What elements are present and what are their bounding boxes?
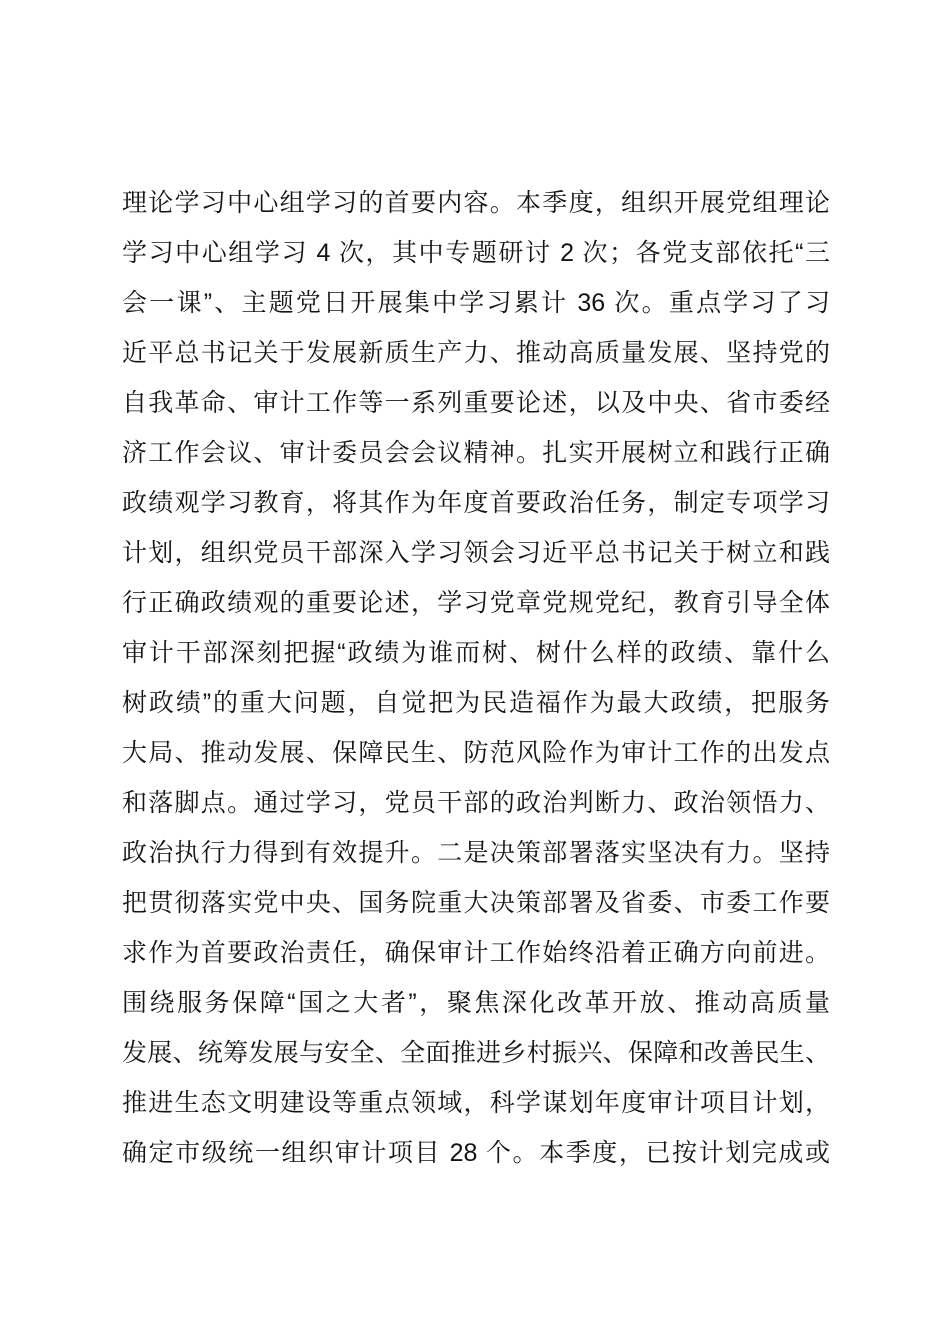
text-line: 政绩观学习教育，将其作为年度首要政治任务，制定专项学习 xyxy=(122,489,830,517)
text-line: 发展、统筹发展与安全、全面推进乡村振兴、保障和改善民生、 xyxy=(122,1039,830,1067)
text-line: 济工作会议、审计委员会会议精神。扎实开展树立和践行正确 xyxy=(122,439,830,467)
text-line: 会一课”、主题党日开展集中学习累计 36 次。重点学习了习 xyxy=(122,289,830,317)
text-line: 和落脚点。通过学习，党员干部的政治判断力、政治领悟力、 xyxy=(122,789,830,817)
text-line: 审计干部深刻把握“政绩为谁而树、树什么样的政绩、靠什么 xyxy=(122,639,830,667)
text-line: 学习中心组学习 4 次，其中专题研讨 2 次；各党支部依托“三 xyxy=(122,239,830,267)
text-line: 大局、推动发展、保障民生、防范风险作为审计工作的出发点 xyxy=(122,739,830,767)
text-block xyxy=(122,178,830,1178)
text-line: 树政绩”的重大问题，自觉把为民造福作为最大政绩，把服务 xyxy=(122,689,830,717)
text-line: 行正确政绩观的重要论述，学习党章党规党纪，教育引导全体 xyxy=(122,589,830,617)
text-line: 近平总书记关于发展新质生产力、推动高质量发展、坚持党的 xyxy=(122,339,830,367)
text-line: 求作为首要政治责任，确保审计工作始终沿着正确方向前进。 xyxy=(122,939,830,967)
text-line: 推进生态文明建设等重点领域，科学谋划年度审计项目计划， xyxy=(122,1089,830,1117)
text-line: 围绕服务保障“国之大者”，聚焦深化改革开放、推动高质量 xyxy=(122,989,830,1017)
text-line: 政治执行力得到有效提升。二是决策部署落实坚决有力。坚持 xyxy=(122,839,830,867)
text-line: 理论学习中心组学习的首要内容。本季度，组织开展党组理论 xyxy=(122,189,830,217)
text-line: 确定市级统一组织审计项目 28 个。本季度，已按计划完成或 xyxy=(122,1139,830,1167)
text-line: 把贯彻落实党中央、国务院重大决策部署及省委、市委工作要 xyxy=(122,889,830,917)
text-line: 自我革命、审计工作等一系列重要论述，以及中央、省市委经 xyxy=(122,389,830,417)
text-line: 计划，组织党员干部深入学习领会习近平总书记关于树立和践 xyxy=(122,539,830,567)
